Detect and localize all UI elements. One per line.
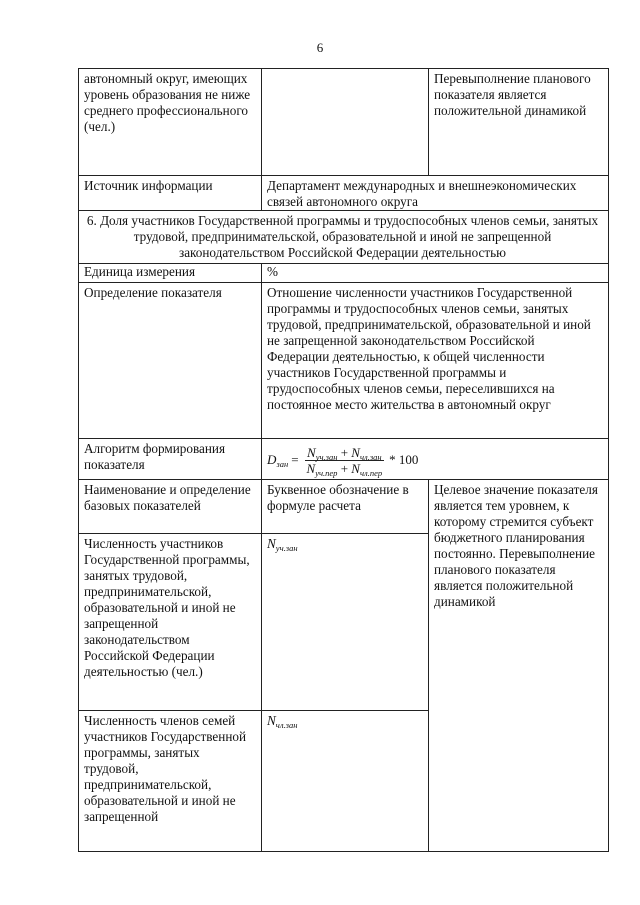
formula-multiplier: * 100	[389, 452, 419, 467]
base1-symbol: $N_{уч.зан}$	[262, 534, 429, 710]
indicator-table	[78, 68, 609, 852]
page-number: 6	[316, 40, 324, 55]
base2-name: Численность членов семей участников Государственной программы, занятых трудовой, предпринимательской, образовательной и иной не запрещенной	[79, 711, 262, 851]
formula-lhs: $D_{зан}$	[267, 452, 289, 469]
definition-value: Отношение численности участников Государственной программы и трудоспособных членов семьи, занятых трудовой, предпринимательской, образовательной и иной не запрещенной законодательством Российской Федерации деятельностью, к общей численности участников Государственной программы и трудоспособных членов семьи, переселившихся на постоянное место жительства в автономный округ	[267, 285, 591, 412]
section-title: 6. Доля участников Государственной программы и трудоспособных членов семьи, занятых трудовой, предпринимательской, образовательной и иной не запрещенной законодательством Российской Федерации деятельностью	[86, 213, 599, 260]
table-row	[79, 283, 608, 439]
table-row	[79, 264, 608, 283]
definition-label: Определение показателя	[79, 283, 262, 438]
source-label: Источник информации	[79, 176, 262, 210]
table-row	[79, 480, 429, 534]
base-target-note: Целевое значение показателя является тем уровнем, к которому стремится субъект бюджетного планирования постоянно. Перевыполнение планового показателя является положительной динамикой	[434, 482, 598, 609]
base-indicators-group	[79, 480, 608, 851]
table-row	[79, 711, 429, 851]
table-row	[79, 534, 429, 711]
base2-symbol: $N_{чл.зан}$	[262, 711, 429, 851]
base-header-symbol: Буквенное обозначение в формуле расчета	[262, 480, 429, 533]
base1-name: Численность участников Государственной программы, занятых трудовой, предпринимательской, образовательной и иной не запрещенной законодательством Российской Федерации деятельностью (чел.)	[79, 534, 262, 710]
formula-fraction: $\frac{N_{уч.зан} + N_{чл.зан}}{N_{уч.пер} + N_{чл.пер}}$	[306, 444, 383, 478]
table-cell	[262, 69, 429, 175]
table-row	[79, 69, 608, 176]
source-value: Департамент международных и внешнеэкономических связей автономного округа	[267, 178, 577, 209]
section-title-row	[79, 211, 608, 264]
table-row	[79, 176, 608, 211]
formula: $D_{зан}$ = $\frac{N_{уч.зан} + N_{чл.зан}}{N_{уч.пер} + N_{чл.пер}}$ * 100	[267, 444, 419, 478]
table-row	[79, 439, 608, 480]
unit-label: Единица измерения	[79, 264, 262, 282]
algorithm-label: Алгоритм формирования показателя	[79, 439, 262, 479]
unit-value: %	[267, 264, 278, 279]
base-header-name: Наименование и определение базовых показателей	[79, 480, 262, 533]
table-cell: Перевыполнение планового показателя является положительной динамикой	[434, 71, 591, 118]
table-cell: автономный округ, имеющих уровень образования не ниже среднего профессионального (чел.)	[79, 69, 262, 175]
